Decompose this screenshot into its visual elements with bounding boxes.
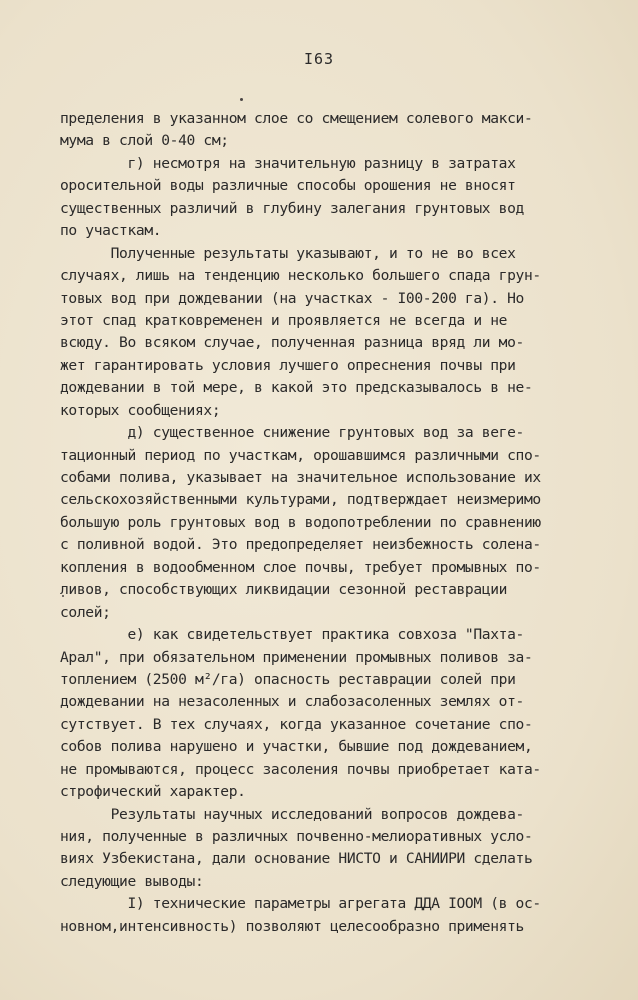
text-line: новном,интенсивность) позволяют целесообразно применять <box>60 917 524 935</box>
text-line: дождевании в той мере, в какой это предсказывалось в не- <box>60 379 533 397</box>
text-line: топлением (2500 м²/га) опасность реставрации солей при <box>60 670 516 688</box>
page-mark <box>240 98 243 101</box>
text-line: е) как свидетельствует практика совхоза "Пахта- <box>60 626 524 644</box>
page-number: I63 <box>303 50 335 68</box>
text-line: ливов, способствующих ликвидации сезонной реставрации <box>60 581 508 599</box>
text-line: оросительной воды различные способы орошения не вносят <box>60 177 516 195</box>
text-line: случаях, лишь на тенденцию несколько большего спада грун- <box>60 267 541 285</box>
text-line: строфический характер. <box>60 783 246 801</box>
text-line: с поливной водой. Это предопределяет неизбежность солена- <box>60 536 541 554</box>
text-line: мума в слой 0-40 см; <box>60 132 229 150</box>
text-line: дождевании на незасоленных и слабозасоленных землях от- <box>60 693 524 711</box>
text-body <box>60 108 620 938</box>
text-line: пределения в указанном слое со смещением солевого макси- <box>60 110 533 127</box>
text-line: копления в водообменном слое почвы, требует промывных по- <box>60 558 541 576</box>
text-line: этот спад кратковременен и проявляется не всегда и не <box>60 311 508 329</box>
text-line: всюду. Во всяком случае, полученная разница вряд ли мо- <box>60 334 524 352</box>
text-line: собов полива нарушено и участки, бывшие под дождеванием, <box>60 738 533 756</box>
text-line: ния, полученные в различных почвенно-мелиоративных усло- <box>60 828 533 845</box>
text-line: сельскохозяйственными культурами, подтверждает неизмеримо <box>60 491 541 509</box>
text-line: солей; <box>60 603 111 621</box>
text-line: Арал", при обязательном применении промывных поливов за- <box>60 648 533 666</box>
text-line: собами полива, указывает на значительное использование их <box>60 469 541 486</box>
text-line: товых вод при дождевании (на участках - I00-200 га). Но <box>60 289 524 307</box>
text-line: следующие выводы: <box>60 872 204 890</box>
text-line: жет гарантировать условия лучшего опреснения почвы при <box>60 356 516 374</box>
text-line: г) несмотря на значительную разницу в затратах <box>60 154 516 172</box>
text-line: большую роль грунтовых вод в водопотреблении по сравнению <box>60 513 541 531</box>
text-line: существенных различий в глубину залегания грунтовых вод <box>60 199 524 217</box>
text-line: д) существенное снижение грунтовых вод за веге- <box>60 424 524 442</box>
text-line: виях Узбекистана, дали основание НИСТО и САНИИРИ сделать <box>60 850 533 868</box>
text-line: которых сообщениях; <box>60 401 221 419</box>
text-line: сутствует. В тех случаях, когда указанное сочетание спо- <box>60 715 533 733</box>
text-line: Полученные результаты указывают, и то не во всех <box>60 244 516 262</box>
text-line: тационный период по участкам, орошавшимся различными спо- <box>60 446 541 464</box>
text-line: по участкам. <box>60 222 162 240</box>
text-line: Результаты научных исследований вопросов дождева- <box>60 805 524 823</box>
text-line: I) технические параметры агрегата ДДА IOOM (в ос- <box>60 895 541 913</box>
text-line: не промываются, процесс засоления почвы приобретает ката- <box>60 760 541 778</box>
